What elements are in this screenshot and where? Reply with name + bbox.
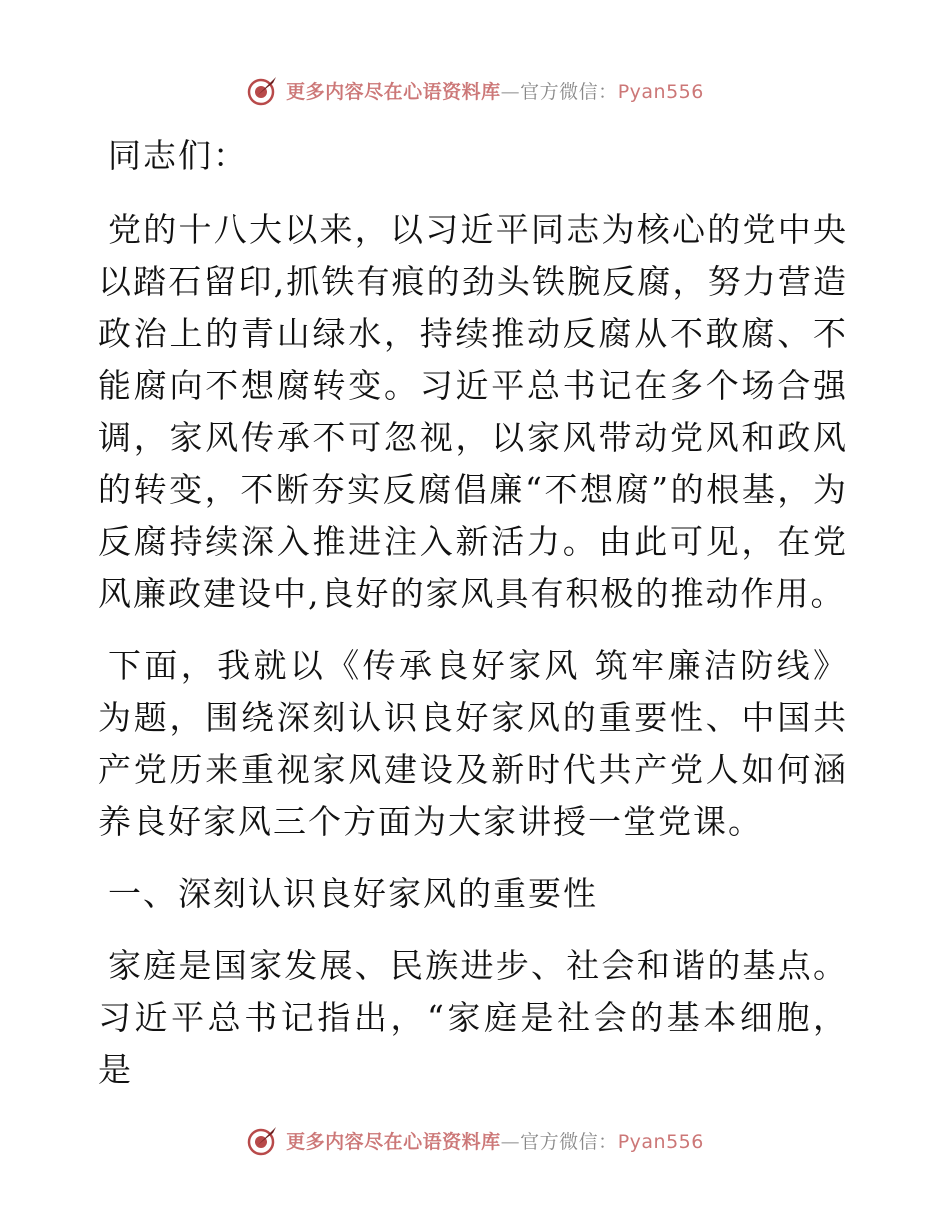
watermark-brand: 更多内容尽在心语资料库 [286,80,501,103]
watermark-separator: — [500,1130,521,1153]
section-heading: 一、深刻认识良好家风的重要性 [108,874,598,913]
watermark-label: 官方微信： [520,1130,618,1153]
watermark-id: Pyan556 [617,1130,704,1153]
greeting: 同志们： [108,136,248,175]
header-watermark [0,70,950,110]
feather-logo-icon [246,73,280,107]
feather-logo-icon [246,1123,280,1157]
paragraph-section-one: 家庭是国家发展、民族进步、社会和谐的基点。习近平总书记指出，“家庭是社会的基本细胞，是 [98,946,848,1089]
document-body [98,120,848,1096]
watermark-brand: 更多内容尽在心语资料库 [286,1130,501,1153]
watermark-id: Pyan556 [617,80,704,103]
watermark-label: 官方微信： [520,80,618,103]
watermark-text [286,77,704,104]
footer-watermark [0,1120,950,1160]
watermark-separator: — [500,80,521,103]
paragraph-topic: 下面，我就以《传承良好家风 筑牢廉洁防线》为题，围绕深刻认识良好家风的重要性、中国共产党历来重视家风建设及新时代共产党人如何涵养良好家风三个方面为大家讲授一堂党课。 [98,646,848,841]
paragraph-intro: 党的十八大以来，以习近平同志为核心的党中央以踏石留印,抓铁有痕的劲头铁腕反腐，努力营造政治上的青山绿水，持续推动反腐从不敢腐、不能腐向不想腐转变。习近平总书记在多个场合强调，家风传承不可忽视，以家风带动党风和政风的转变，不断夯实反腐倡廉“不想腐”的根基，为反腐持续深入推进注入新活力。由此可见，在党风廉政建设中,良好的家风具有积极的推动作用。 [98,210,848,613]
watermark-text [286,1127,704,1154]
